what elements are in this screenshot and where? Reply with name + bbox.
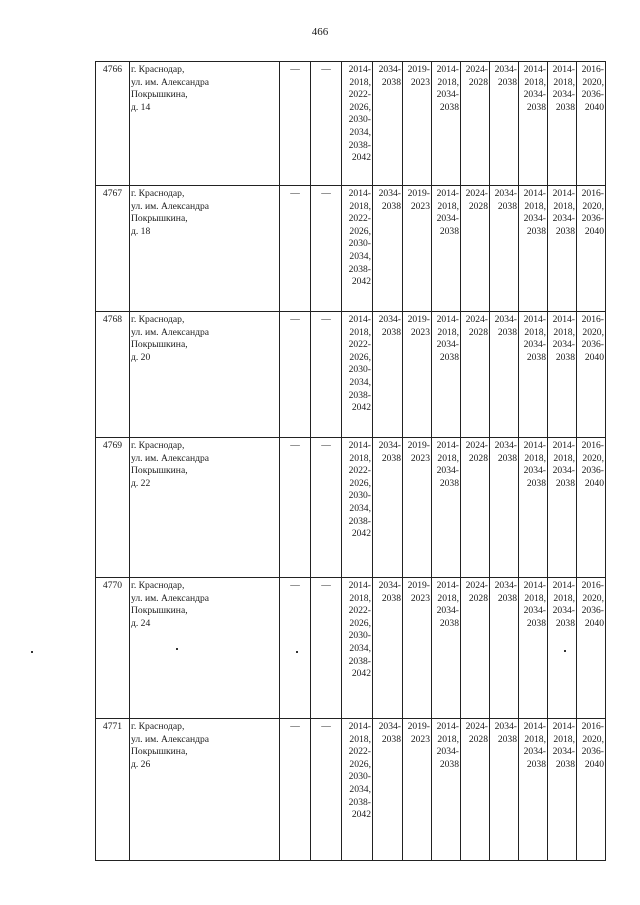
year-range-cell [373, 719, 403, 861]
year-range-cell-text: 2014- 2018, 2034- 2038 [436, 580, 459, 629]
year-range-cell [490, 62, 519, 186]
year-range-cell [403, 719, 432, 861]
empty-dash-cell-text: — [321, 314, 331, 325]
year-range-cell [548, 578, 577, 719]
year-range-cell [342, 312, 373, 438]
year-range-cell [432, 438, 461, 578]
year-range-cell-text: 2019- 2023 [407, 314, 430, 338]
year-range-cell-text: 2019- 2023 [407, 64, 430, 88]
year-range-cell [342, 62, 373, 186]
year-range-cell-text: 2014- 2018, 2034- 2038 [436, 64, 459, 113]
empty-dash-cell [311, 719, 342, 861]
year-range-cell-text: 2014- 2018, 2034- 2038 [523, 440, 546, 489]
empty-dash-cell-text: — [290, 440, 300, 451]
year-range-cell [373, 578, 403, 719]
year-range-cell [490, 719, 519, 861]
year-range-cell [577, 438, 606, 578]
row-number-cell-text: 4767 [102, 188, 123, 199]
table-row [96, 312, 606, 438]
empty-dash-cell-text: — [321, 440, 331, 451]
empty-dash-cell-text: — [321, 64, 331, 75]
schedule-table [95, 61, 606, 861]
year-range-cell-text: 2014- 2018, 2034- 2038 [436, 440, 459, 489]
year-range-cell [548, 312, 577, 438]
year-range-cell [519, 312, 548, 438]
address-cell-text: г. Краснодар, ул. им. Александра Покрышкина, д. 14 [131, 64, 210, 113]
year-range-cell [432, 578, 461, 719]
scan-speck [31, 651, 33, 653]
year-range-cell [577, 62, 606, 186]
year-range-cell-text: 2016- 2020, 2036- 2040 [581, 440, 604, 489]
year-range-cell [490, 578, 519, 719]
year-range-cell-text: 2024- 2028 [465, 64, 488, 88]
year-range-cell [432, 186, 461, 312]
empty-dash-cell [280, 312, 311, 438]
year-range-cell-text: 2016- 2020, 2036- 2040 [581, 721, 604, 770]
year-range-cell-text: 2014- 2018, 2034- 2038 [552, 188, 575, 237]
year-range-cell-text: 2034- 2038 [378, 580, 401, 604]
year-range-cell-text: 2014- 2018, 2034- 2038 [552, 314, 575, 363]
empty-dash-cell [311, 438, 342, 578]
year-range-cell-text: 2014- 2018, 2022- 2026, 2030- 2034, 2038- 2042 [348, 314, 371, 414]
year-range-cell-text: 2034- 2038 [378, 440, 401, 464]
year-range-cell [403, 438, 432, 578]
year-range-cell [519, 578, 548, 719]
address-cell [130, 578, 280, 719]
address-cell [130, 62, 280, 186]
year-range-cell-text: 2014- 2018, 2022- 2026, 2030- 2034, 2038- 2042 [348, 440, 371, 540]
year-range-cell-text: 2019- 2023 [407, 721, 430, 745]
year-range-cell [373, 438, 403, 578]
year-range-cell-text: 2014- 2018, 2022- 2026, 2030- 2034, 2038- 2042 [348, 188, 371, 288]
year-range-cell-text: 2019- 2023 [407, 580, 430, 604]
year-range-cell-text: 2014- 2018, 2034- 2038 [436, 188, 459, 237]
year-range-cell [519, 62, 548, 186]
year-range-cell [461, 719, 490, 861]
year-range-cell-text: 2014- 2018, 2034- 2038 [552, 721, 575, 770]
empty-dash-cell-text: — [321, 721, 331, 732]
year-range-cell [342, 186, 373, 312]
year-range-cell [548, 62, 577, 186]
empty-dash-cell [280, 62, 311, 186]
year-range-cell-text: 2014- 2018, 2022- 2026, 2030- 2034, 2038- 2042 [348, 64, 371, 164]
scan-speck [176, 648, 178, 650]
year-range-cell-text: 2034- 2038 [494, 721, 517, 745]
year-range-cell [490, 438, 519, 578]
year-range-cell-text: 2014- 2018, 2034- 2038 [552, 64, 575, 113]
year-range-cell-text: 2014- 2018, 2034- 2038 [523, 314, 546, 363]
year-range-cell-text: 2016- 2020, 2036- 2040 [581, 64, 604, 113]
year-range-cell [548, 186, 577, 312]
row-number-cell-text: 4770 [102, 580, 123, 591]
year-range-cell-text: 2034- 2038 [378, 188, 401, 212]
year-range-cell-text: 2034- 2038 [378, 721, 401, 745]
empty-dash-cell-text: — [290, 188, 300, 199]
year-range-cell-text: 2024- 2028 [465, 314, 488, 338]
year-range-cell-text: 2014- 2018, 2034- 2038 [436, 314, 459, 363]
empty-dash-cell-text: — [290, 721, 300, 732]
year-range-cell-text: 2034- 2038 [494, 580, 517, 604]
year-range-cell [461, 438, 490, 578]
year-range-cell [577, 186, 606, 312]
year-range-cell [432, 312, 461, 438]
empty-dash-cell [280, 186, 311, 312]
row-number-cell-text: 4769 [102, 440, 123, 451]
address-cell [130, 438, 280, 578]
year-range-cell [432, 719, 461, 861]
address-cell-text: г. Краснодар, ул. им. Александра Покрышкина, д. 18 [131, 188, 210, 237]
address-cell-text: г. Краснодар, ул. им. Александра Покрышкина, д. 26 [131, 721, 210, 770]
empty-dash-cell-text: — [290, 580, 300, 591]
year-range-cell-text: 2014- 2018, 2034- 2038 [523, 188, 546, 237]
year-range-cell [373, 62, 403, 186]
address-cell-text: г. Краснодар, ул. им. Александра Покрышкина, д. 22 [131, 440, 210, 489]
address-cell [130, 186, 280, 312]
address-cell [130, 719, 280, 861]
year-range-cell-text: 2016- 2020, 2036- 2040 [581, 580, 604, 629]
year-range-cell-text: 2034- 2038 [494, 64, 517, 88]
year-range-cell [490, 186, 519, 312]
year-range-cell [432, 62, 461, 186]
year-range-cell-text: 2034- 2038 [494, 188, 517, 212]
row-number-cell [96, 186, 130, 312]
address-cell-text: г. Краснодар, ул. им. Александра Покрышкина, д. 20 [131, 314, 210, 363]
year-range-cell-text: 2016- 2020, 2036- 2040 [581, 314, 604, 363]
year-range-cell-text: 2034- 2038 [494, 314, 517, 338]
year-range-cell [403, 186, 432, 312]
row-number-cell [96, 578, 130, 719]
row-number-cell [96, 62, 130, 186]
row-number-cell-text: 4768 [102, 314, 123, 325]
year-range-cell [577, 578, 606, 719]
row-number-cell-text: 4766 [102, 64, 123, 75]
row-number-cell-text: 4771 [102, 721, 123, 732]
empty-dash-cell [311, 312, 342, 438]
year-range-cell-text: 2024- 2028 [465, 580, 488, 604]
table-row [96, 719, 606, 861]
year-range-cell-text: 2024- 2028 [465, 721, 488, 745]
row-number-cell [96, 438, 130, 578]
year-range-cell [461, 312, 490, 438]
scan-speck [564, 650, 566, 652]
year-range-cell-text: 2016- 2020, 2036- 2040 [581, 188, 604, 237]
year-range-cell-text: 2034- 2038 [494, 440, 517, 464]
year-range-cell [342, 719, 373, 861]
year-range-cell [461, 62, 490, 186]
year-range-cell [403, 578, 432, 719]
year-range-cell-text: 2024- 2028 [465, 188, 488, 212]
empty-dash-cell [280, 719, 311, 861]
year-range-cell [461, 578, 490, 719]
year-range-cell [403, 312, 432, 438]
year-range-cell-text: 2024- 2028 [465, 440, 488, 464]
empty-dash-cell [280, 438, 311, 578]
year-range-cell [342, 438, 373, 578]
table-row [96, 578, 606, 719]
table-row [96, 186, 606, 312]
year-range-cell [373, 186, 403, 312]
year-range-cell-text: 2014- 2018, 2034- 2038 [552, 440, 575, 489]
year-range-cell-text: 2014- 2018, 2022- 2026, 2030- 2034, 2038- 2042 [348, 580, 371, 680]
year-range-cell-text: 2014- 2018, 2034- 2038 [523, 721, 546, 770]
year-range-cell [577, 312, 606, 438]
empty-dash-cell [280, 578, 311, 719]
empty-dash-cell [311, 578, 342, 719]
year-range-cell [342, 578, 373, 719]
page-number: 466 [311, 26, 329, 38]
year-range-cell [548, 719, 577, 861]
year-range-cell [577, 719, 606, 861]
year-range-cell-text: 2014- 2018, 2022- 2026, 2030- 2034, 2038- 2042 [348, 721, 371, 821]
row-number-cell [96, 312, 130, 438]
year-range-cell-text: 2014- 2018, 2034- 2038 [552, 580, 575, 629]
year-range-cell [373, 312, 403, 438]
year-range-cell-text: 2014- 2018, 2034- 2038 [523, 580, 546, 629]
empty-dash-cell-text: — [290, 64, 300, 75]
year-range-cell [519, 438, 548, 578]
row-number-cell [96, 719, 130, 861]
year-range-cell-text: 2034- 2038 [378, 64, 401, 88]
year-range-cell-text: 2014- 2018, 2034- 2038 [436, 721, 459, 770]
empty-dash-cell-text: — [321, 188, 331, 199]
year-range-cell [548, 438, 577, 578]
year-range-cell-text: 2019- 2023 [407, 188, 430, 212]
address-cell [130, 312, 280, 438]
year-range-cell-text: 2034- 2038 [378, 314, 401, 338]
empty-dash-cell-text: — [321, 580, 331, 591]
year-range-cell [519, 186, 548, 312]
empty-dash-cell-text: — [290, 314, 300, 325]
address-cell-text: г. Краснодар, ул. им. Александра Покрышкина, д. 24 [131, 580, 210, 629]
year-range-cell [490, 312, 519, 438]
year-range-cell [519, 719, 548, 861]
empty-dash-cell [311, 62, 342, 186]
year-range-cell-text: 2019- 2023 [407, 440, 430, 464]
scan-speck [296, 651, 298, 653]
empty-dash-cell [311, 186, 342, 312]
year-range-cell-text: 2014- 2018, 2034- 2038 [523, 64, 546, 113]
year-range-cell [403, 62, 432, 186]
table-row [96, 438, 606, 578]
table-row [96, 62, 606, 186]
year-range-cell [461, 186, 490, 312]
